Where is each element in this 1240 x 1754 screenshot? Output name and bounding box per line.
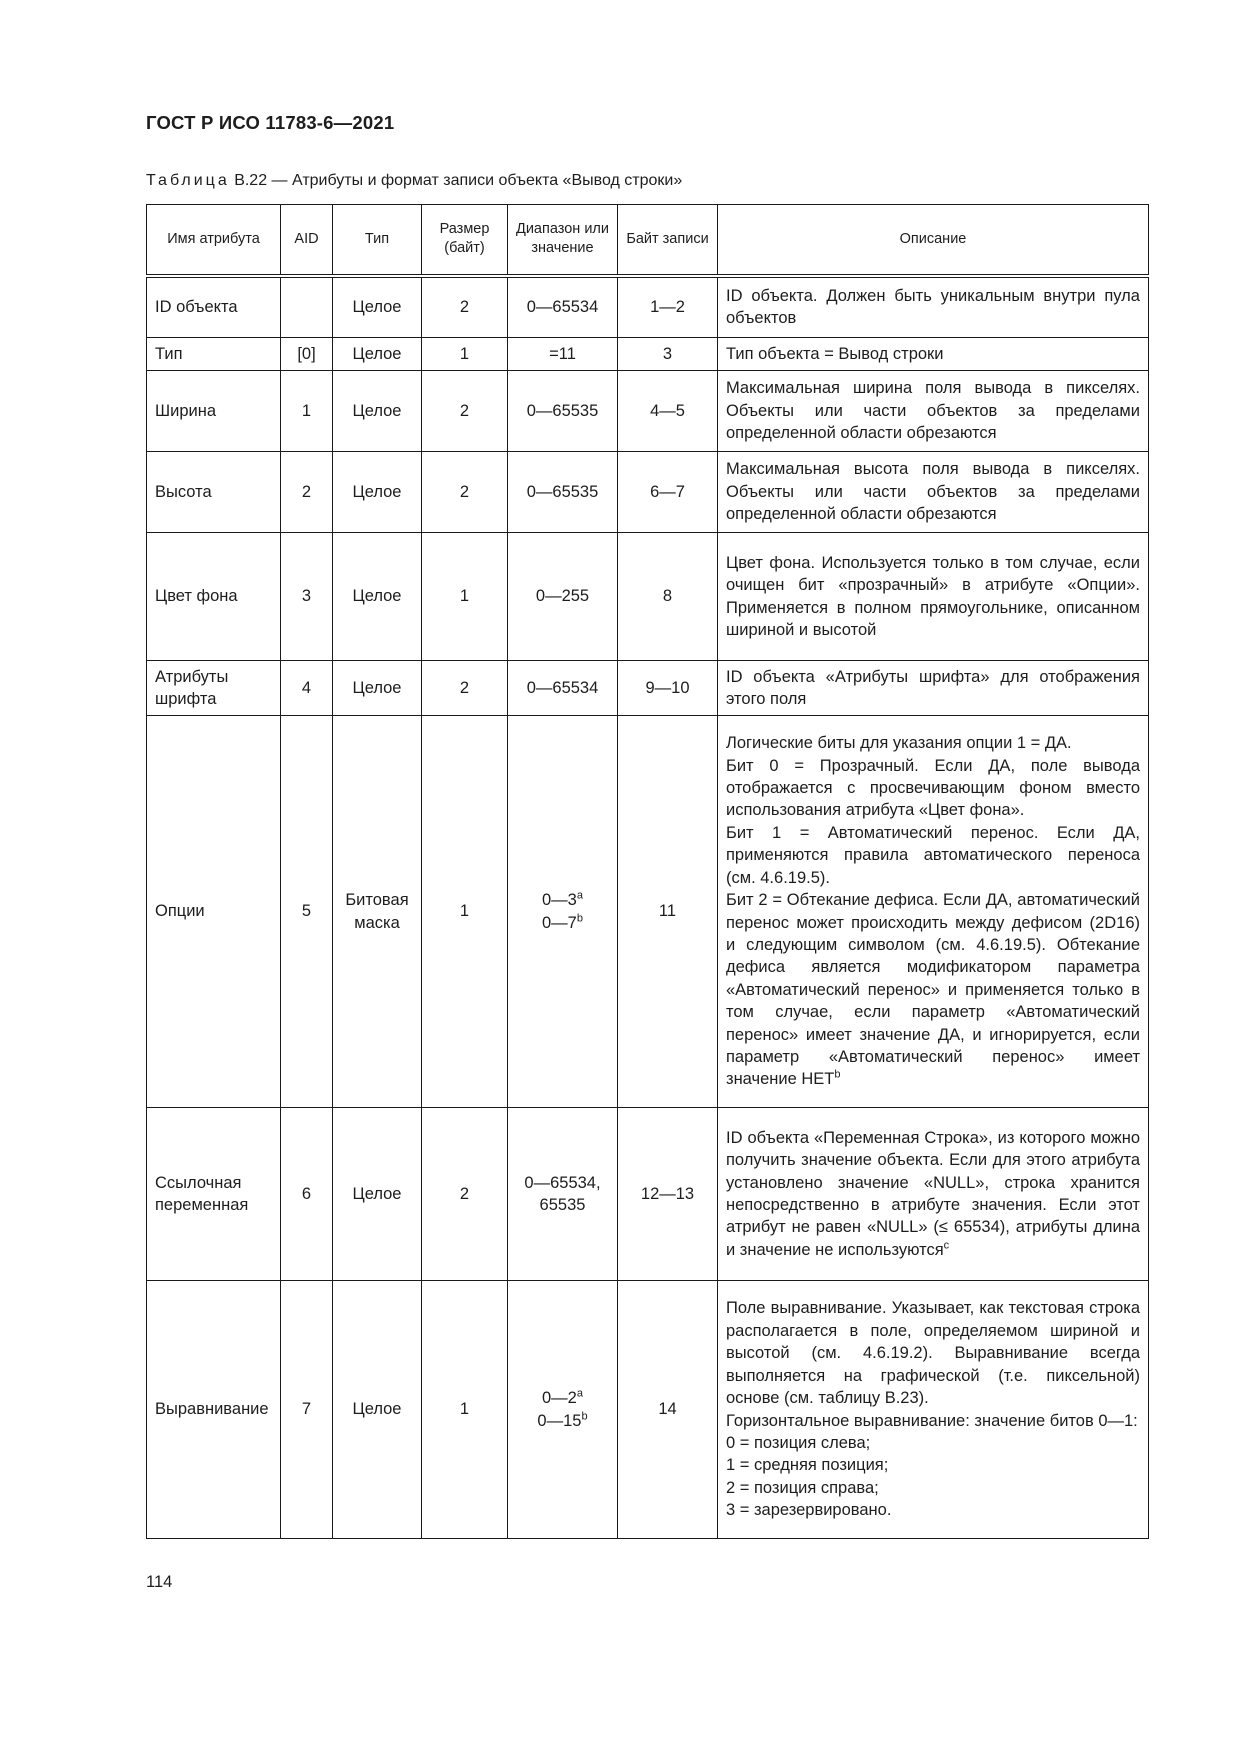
header-bytes: Байт записи	[618, 205, 718, 276]
document-header: ГОСТ Р ИСО 11783-6—2021	[146, 112, 395, 133]
attributes-table	[146, 204, 1149, 1539]
footnote-mark: a	[576, 1387, 583, 1400]
cell-name: Ширина	[147, 371, 281, 452]
table-row	[147, 276, 1149, 338]
range-value: 0—7	[542, 913, 577, 932]
cell-range	[508, 1281, 618, 1539]
page-number: 114	[146, 1573, 173, 1591]
cell-bytes: 14	[618, 1281, 718, 1539]
cell-description: ID объекта. Должен быть уникальным внутри пула объектов	[718, 276, 1149, 338]
cell-range: =11	[508, 338, 618, 371]
description-line: 0 = позиция слева;	[726, 1433, 871, 1452]
cell-type: Целое	[333, 1108, 422, 1281]
cell-aid: 1	[281, 371, 333, 452]
table-row	[147, 371, 1149, 452]
cell-size: 1	[422, 338, 508, 371]
cell-range: 0—255	[508, 533, 618, 661]
cell-type: Целое	[333, 371, 422, 452]
description-line: 3 = зарезервировано.	[726, 1501, 892, 1520]
table-row	[147, 1108, 1149, 1281]
cell-bytes: 8	[618, 533, 718, 661]
description-line: Горизонтальное выравнивание: значение битов 0—1:	[726, 1411, 1138, 1430]
cell-range	[508, 716, 618, 1108]
description-line: Бит 0 = Прозрачный. Если ДА, поле вывода отображается с просвечивающим фоном вместо использования атрибута «Цвет фона».	[726, 756, 1140, 820]
header-description: Описание	[718, 205, 1149, 276]
cell-description: Тип объекта = Вывод строки	[718, 338, 1149, 371]
cell-bytes: 11	[618, 716, 718, 1108]
range-value: 0—15	[537, 1411, 582, 1430]
cell-size: 2	[422, 661, 508, 716]
cell-name: Высота	[147, 452, 281, 533]
cell-description	[718, 716, 1149, 1108]
cell-type: Целое	[333, 1281, 422, 1539]
footnote-mark: b	[834, 1068, 841, 1081]
cell-range: 0—65534	[508, 276, 618, 338]
description-text: Бит 2 = Обтекание дефиса. Если ДА, автоматический перенос может происходить между дефисом (2D16) и следующим символом (см. 4.6.19.5). Обтекание дефиса является модификатором параметра «Автоматический перенос» и применяется только в том случае, если параметр «Автоматический перенос» имеет значение ДА, и игнорируется, если параметр «Автоматический перенос» имеет значение НЕТ	[726, 891, 1140, 1089]
cell-bytes: 9—10	[618, 661, 718, 716]
cell-type: Целое	[333, 338, 422, 371]
cell-bytes: 12—13	[618, 1108, 718, 1281]
header-type: Тип	[333, 205, 422, 276]
cell-name: ID объекта	[147, 276, 281, 338]
cell-size: 1	[422, 1281, 508, 1539]
cell-aid: 6	[281, 1108, 333, 1281]
description-line: 1 = средняя позиция;	[726, 1456, 889, 1475]
cell-name: Атрибуты шрифта	[147, 661, 281, 716]
description-text: ID объекта «Переменная Строка», из которого можно получить значение объекта. Если для этого атрибута установлено значение «NULL», строка хранится непосредственно в атрибуте значения. Если этот атрибут не равен «NULL» (≤ 65534), атрибуты длина и значение не используются	[726, 1128, 1140, 1259]
cell-size: 1	[422, 533, 508, 661]
table-row	[147, 452, 1149, 533]
table-header-row	[147, 205, 1149, 276]
cell-name: Тип	[147, 338, 281, 371]
table-row	[147, 1281, 1149, 1539]
footnote-mark: b	[581, 1410, 588, 1422]
range-value: 0—3	[542, 891, 577, 910]
cell-size: 2	[422, 276, 508, 338]
cell-aid: 3	[281, 533, 333, 661]
range-value: 65535	[539, 1196, 586, 1214]
table-row	[147, 338, 1149, 371]
cell-aid	[281, 276, 333, 338]
cell-size: 1	[422, 716, 508, 1108]
cell-type: Целое	[333, 276, 422, 338]
range-value: 0—2	[542, 1389, 577, 1408]
description-line: Поле выравнивание. Указывает, как текстовая строка располагается в поле, определяемом шириной и высотой (см. 4.6.19.2). Выравнивание всегда выполняется на графической (т.е. пиксельной) основе (см. таблицу B.23).	[726, 1299, 1140, 1408]
header-size: Размер (байт)	[422, 205, 508, 276]
caption-number: B.22	[234, 172, 268, 189]
footnote-mark: c	[943, 1239, 950, 1252]
cell-description: Максимальная высота поля вывода в пикселях. Объекты или части объектов за пределами определенной области обрезаются	[718, 452, 1149, 533]
table-row	[147, 533, 1149, 661]
cell-aid: 5	[281, 716, 333, 1108]
header-range: Диапазон или значение	[508, 205, 618, 276]
cell-aid: 2	[281, 452, 333, 533]
table-row	[147, 716, 1149, 1108]
range-value: 0—65534,	[524, 1173, 601, 1192]
table-row	[147, 661, 1149, 716]
cell-range: 0—65535	[508, 371, 618, 452]
footnote-mark: b	[576, 912, 583, 924]
cell-range	[508, 1108, 618, 1281]
cell-bytes: 1—2	[618, 276, 718, 338]
cell-aid: 4	[281, 661, 333, 716]
cell-name: Выравнивание	[147, 1281, 281, 1539]
cell-bytes: 6—7	[618, 452, 718, 533]
cell-size: 2	[422, 452, 508, 533]
cell-description: ID объекта «Атрибуты шрифта» для отображения этого поля	[718, 661, 1149, 716]
cell-description	[718, 1108, 1149, 1281]
footnote-mark: a	[576, 889, 583, 902]
cell-description: Максимальная ширина поля вывода в пикселях. Объекты или части объектов за пределами определенной области обрезаются	[718, 371, 1149, 452]
cell-bytes: 3	[618, 338, 718, 371]
cell-type: Целое	[333, 452, 422, 533]
cell-size: 2	[422, 371, 508, 452]
cell-type: Целое	[333, 533, 422, 661]
cell-range: 0—65534	[508, 661, 618, 716]
cell-name: Опции	[147, 716, 281, 1108]
description-line	[726, 889, 1140, 1091]
cell-description	[718, 1281, 1149, 1539]
cell-size: 2	[422, 1108, 508, 1281]
caption-title: — Атрибуты и формат записи объекта «Вывод строки»	[267, 172, 683, 189]
caption-prefix: Таблица	[146, 172, 230, 189]
table-caption	[146, 172, 682, 190]
header-name: Имя атрибута	[147, 205, 281, 276]
description-line: Бит 1 = Автоматический перенос. Если ДА, применяются правила автоматического переноса (см. 4.6.19.5).	[726, 823, 1140, 887]
cell-name: Ссылочная переменная	[147, 1108, 281, 1281]
cell-type: Битовая маска	[333, 716, 422, 1108]
cell-aid: [0]	[281, 338, 333, 371]
cell-type: Целое	[333, 661, 422, 716]
cell-name: Цвет фона	[147, 533, 281, 661]
description-line: 2 = позиция справа;	[726, 1478, 879, 1497]
cell-aid: 7	[281, 1281, 333, 1539]
description-line: Логические биты для указания опции 1 = ДА.	[726, 734, 1072, 753]
cell-description: Цвет фона. Используется только в том случае, если очищен бит «прозрачный» в атрибуте «Опции». Применяется в полном прямоугольнике, описанном шириной и высотой	[718, 533, 1149, 661]
header-aid: AID	[281, 205, 333, 276]
cell-bytes: 4—5	[618, 371, 718, 452]
cell-range: 0—65535	[508, 452, 618, 533]
